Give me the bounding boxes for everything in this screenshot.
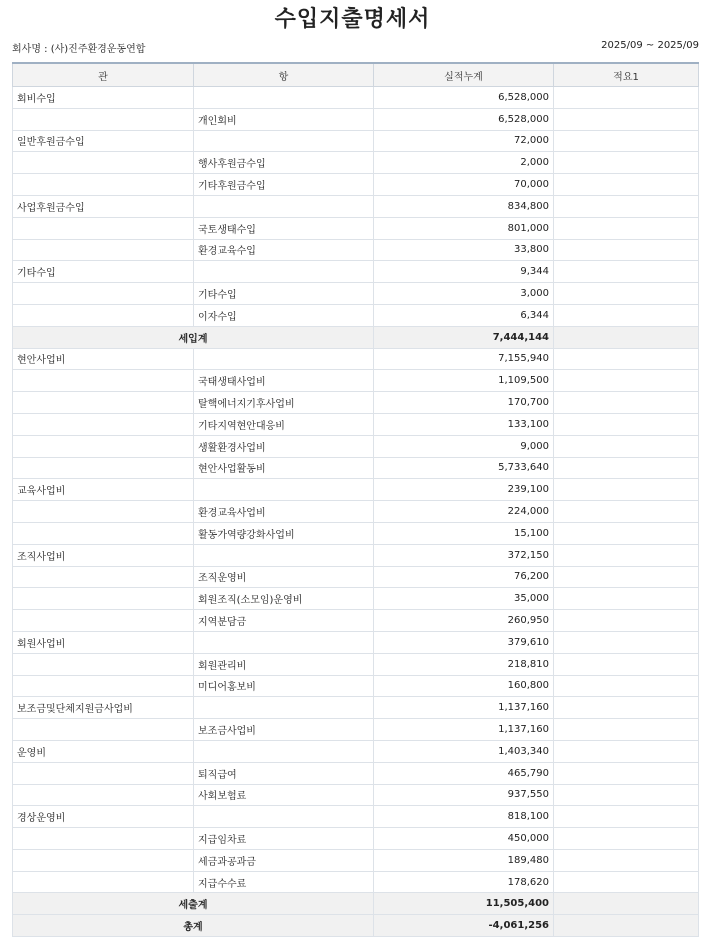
cumulative-amount: 1,109,500 bbox=[374, 370, 554, 392]
hang-row[interactable] bbox=[13, 174, 699, 196]
cumulative-amount: 450,000 bbox=[374, 828, 554, 850]
hang-cell bbox=[194, 195, 374, 217]
gwan-row[interactable] bbox=[13, 806, 699, 828]
hang-row[interactable] bbox=[13, 501, 699, 523]
column-header-hang[interactable]: 항 bbox=[194, 63, 374, 87]
hang-row[interactable] bbox=[13, 653, 699, 675]
hang-row[interactable] bbox=[13, 457, 699, 479]
hang-row[interactable] bbox=[13, 784, 699, 806]
gwan-cell bbox=[13, 108, 194, 130]
hang-cell: 국토생태수입 bbox=[194, 217, 374, 239]
cumulative-amount: 35,000 bbox=[374, 588, 554, 610]
hang-cell: 이자수입 bbox=[194, 304, 374, 326]
remark-cell bbox=[554, 544, 699, 566]
cumulative-amount: 818,100 bbox=[374, 806, 554, 828]
gwan-row[interactable] bbox=[13, 130, 699, 152]
hang-row[interactable] bbox=[13, 849, 699, 871]
cumulative-amount: 218,810 bbox=[374, 653, 554, 675]
total-label: 세입계 bbox=[13, 326, 374, 348]
statement-table bbox=[12, 62, 699, 937]
gwan-cell bbox=[13, 871, 194, 893]
gwan-row[interactable] bbox=[13, 87, 699, 109]
remark-cell bbox=[554, 304, 699, 326]
total-label: 총계 bbox=[13, 915, 374, 937]
hang-cell: 활동가역량강화사업비 bbox=[194, 522, 374, 544]
hang-cell: 환경교육수입 bbox=[194, 239, 374, 261]
remark-cell bbox=[554, 457, 699, 479]
hang-cell: 사회보험료 bbox=[194, 784, 374, 806]
gwan-cell: 일반후원금수입 bbox=[13, 130, 194, 152]
remark-cell bbox=[554, 784, 699, 806]
cumulative-amount: 372,150 bbox=[374, 544, 554, 566]
remark-cell bbox=[554, 392, 699, 414]
hang-cell bbox=[194, 697, 374, 719]
remark-cell bbox=[554, 762, 699, 784]
cumulative-amount: 1,137,160 bbox=[374, 697, 554, 719]
hang-cell bbox=[194, 130, 374, 152]
gwan-row[interactable] bbox=[13, 261, 699, 283]
cumulative-amount: 239,100 bbox=[374, 479, 554, 501]
cumulative-amount: 379,610 bbox=[374, 631, 554, 653]
remark-cell bbox=[554, 501, 699, 523]
remark-cell bbox=[554, 893, 699, 915]
cumulative-amount: 9,344 bbox=[374, 261, 554, 283]
gwan-cell: 사업후원금수입 bbox=[13, 195, 194, 217]
cumulative-amount: -4,061,256 bbox=[374, 915, 554, 937]
cumulative-amount: 2,000 bbox=[374, 152, 554, 174]
cumulative-amount: 260,950 bbox=[374, 610, 554, 632]
remark-cell bbox=[554, 326, 699, 348]
remark-cell bbox=[554, 871, 699, 893]
gwan-cell bbox=[13, 784, 194, 806]
cumulative-amount: 7,444,144 bbox=[374, 326, 554, 348]
hang-row[interactable] bbox=[13, 871, 699, 893]
hang-cell bbox=[194, 348, 374, 370]
cumulative-amount: 834,800 bbox=[374, 195, 554, 217]
hang-row[interactable] bbox=[13, 566, 699, 588]
hang-cell: 미디어홍보비 bbox=[194, 675, 374, 697]
hang-row[interactable] bbox=[13, 522, 699, 544]
hang-cell bbox=[194, 544, 374, 566]
gwan-cell bbox=[13, 719, 194, 741]
cumulative-amount: 178,620 bbox=[374, 871, 554, 893]
remark-cell bbox=[554, 87, 699, 109]
gwan-cell: 보조금및단체지원금사업비 bbox=[13, 697, 194, 719]
hang-cell bbox=[194, 87, 374, 109]
remark-cell bbox=[554, 348, 699, 370]
gwan-cell bbox=[13, 239, 194, 261]
gwan-row[interactable] bbox=[13, 697, 699, 719]
hang-row[interactable] bbox=[13, 588, 699, 610]
cumulative-amount: 6,344 bbox=[374, 304, 554, 326]
remark-cell bbox=[554, 849, 699, 871]
remark-cell bbox=[554, 566, 699, 588]
gwan-cell bbox=[13, 522, 194, 544]
remark-cell bbox=[554, 588, 699, 610]
gwan-cell bbox=[13, 849, 194, 871]
cumulative-amount: 76,200 bbox=[374, 566, 554, 588]
hang-cell: 조직운영비 bbox=[194, 566, 374, 588]
hang-cell: 기타수입 bbox=[194, 283, 374, 305]
remark-cell bbox=[554, 413, 699, 435]
remark-cell bbox=[554, 130, 699, 152]
hang-row[interactable] bbox=[13, 675, 699, 697]
gwan-cell: 현안사업비 bbox=[13, 348, 194, 370]
cumulative-amount: 72,000 bbox=[374, 130, 554, 152]
remark-cell bbox=[554, 806, 699, 828]
hang-cell bbox=[194, 479, 374, 501]
hang-row[interactable] bbox=[13, 108, 699, 130]
total-row[interactable] bbox=[13, 326, 699, 348]
gwan-cell bbox=[13, 653, 194, 675]
page-title: 수입지출명세서 bbox=[274, 7, 431, 32]
hang-cell: 퇴직급여 bbox=[194, 762, 374, 784]
gwan-cell bbox=[13, 610, 194, 632]
remark-cell bbox=[554, 195, 699, 217]
gwan-cell bbox=[13, 675, 194, 697]
remark-cell bbox=[554, 631, 699, 653]
column-header-cumulative[interactable]: 실적누계 bbox=[374, 63, 554, 87]
remark-cell bbox=[554, 261, 699, 283]
hang-cell: 탈핵에너지기후사업비 bbox=[194, 392, 374, 414]
hang-row[interactable] bbox=[13, 239, 699, 261]
cumulative-amount: 33,800 bbox=[374, 239, 554, 261]
column-header-remark[interactable]: 적요1 bbox=[554, 63, 699, 87]
statement-rows bbox=[13, 87, 699, 937]
gwan-cell bbox=[13, 501, 194, 523]
remark-cell bbox=[554, 108, 699, 130]
remark-cell bbox=[554, 522, 699, 544]
hang-cell: 환경교육사업비 bbox=[194, 501, 374, 523]
hang-row[interactable] bbox=[13, 217, 699, 239]
remark-cell bbox=[554, 217, 699, 239]
hang-cell: 회원관리비 bbox=[194, 653, 374, 675]
hang-row[interactable] bbox=[13, 304, 699, 326]
gwan-cell bbox=[13, 370, 194, 392]
cumulative-amount: 9,000 bbox=[374, 435, 554, 457]
hang-row[interactable] bbox=[13, 392, 699, 414]
cumulative-amount: 70,000 bbox=[374, 174, 554, 196]
remark-cell bbox=[554, 719, 699, 741]
total-row[interactable] bbox=[13, 893, 699, 915]
cumulative-amount: 1,137,160 bbox=[374, 719, 554, 741]
gwan-row[interactable] bbox=[13, 544, 699, 566]
cumulative-amount: 224,000 bbox=[374, 501, 554, 523]
hang-row[interactable] bbox=[13, 152, 699, 174]
hang-cell: 국태생태사업비 bbox=[194, 370, 374, 392]
gwan-cell bbox=[13, 174, 194, 196]
hang-cell: 지급수수료 bbox=[194, 871, 374, 893]
cumulative-amount: 11,505,400 bbox=[374, 893, 554, 915]
hang-cell: 기타후원금수입 bbox=[194, 174, 374, 196]
gwan-cell bbox=[13, 588, 194, 610]
gwan-cell: 조직사업비 bbox=[13, 544, 194, 566]
cumulative-amount: 170,700 bbox=[374, 392, 554, 414]
remark-cell bbox=[554, 479, 699, 501]
report-period: 2025/09 ~ 2025/09 bbox=[601, 40, 699, 51]
cumulative-amount: 6,528,000 bbox=[374, 87, 554, 109]
gwan-cell bbox=[13, 152, 194, 174]
hang-row[interactable] bbox=[13, 828, 699, 850]
hang-cell: 회원조직(소모임)운영비 bbox=[194, 588, 374, 610]
remark-cell bbox=[554, 828, 699, 850]
cumulative-amount: 1,403,340 bbox=[374, 740, 554, 762]
hang-row[interactable] bbox=[13, 610, 699, 632]
gwan-cell bbox=[13, 828, 194, 850]
remark-cell bbox=[554, 283, 699, 305]
remark-cell bbox=[554, 697, 699, 719]
gwan-cell bbox=[13, 392, 194, 414]
remark-cell bbox=[554, 370, 699, 392]
gwan-row[interactable] bbox=[13, 479, 699, 501]
hang-cell: 기타지역현안대응비 bbox=[194, 413, 374, 435]
remark-cell bbox=[554, 239, 699, 261]
hang-row[interactable] bbox=[13, 762, 699, 784]
cumulative-amount: 15,100 bbox=[374, 522, 554, 544]
hang-cell bbox=[194, 261, 374, 283]
hang-cell bbox=[194, 806, 374, 828]
gwan-cell: 기타수입 bbox=[13, 261, 194, 283]
gwan-cell bbox=[13, 457, 194, 479]
gwan-cell bbox=[13, 566, 194, 588]
remark-cell bbox=[554, 435, 699, 457]
cumulative-amount: 7,155,940 bbox=[374, 348, 554, 370]
gwan-cell bbox=[13, 304, 194, 326]
remark-cell bbox=[554, 915, 699, 937]
hang-row[interactable] bbox=[13, 413, 699, 435]
table-header-row bbox=[13, 63, 699, 87]
hang-cell bbox=[194, 740, 374, 762]
remark-cell bbox=[554, 152, 699, 174]
total-label: 세출계 bbox=[13, 893, 374, 915]
gwan-cell bbox=[13, 762, 194, 784]
column-header-gwan[interactable]: 관 bbox=[13, 63, 194, 87]
remark-cell bbox=[554, 740, 699, 762]
gwan-row[interactable] bbox=[13, 195, 699, 217]
hang-cell: 세금과공과금 bbox=[194, 849, 374, 871]
cumulative-amount: 3,000 bbox=[374, 283, 554, 305]
cumulative-amount: 801,000 bbox=[374, 217, 554, 239]
hang-row[interactable] bbox=[13, 283, 699, 305]
cumulative-amount: 937,550 bbox=[374, 784, 554, 806]
gwan-row[interactable] bbox=[13, 740, 699, 762]
hang-row[interactable] bbox=[13, 719, 699, 741]
gwan-cell: 교육사업비 bbox=[13, 479, 194, 501]
gwan-cell: 운영비 bbox=[13, 740, 194, 762]
cumulative-amount: 160,800 bbox=[374, 675, 554, 697]
gwan-cell bbox=[13, 283, 194, 305]
company-name: 회사명 : (사)진주환경운동연합 bbox=[12, 44, 146, 55]
gwan-cell: 경상운영비 bbox=[13, 806, 194, 828]
hang-cell: 행사후원금수입 bbox=[194, 152, 374, 174]
hang-cell: 현안사업활동비 bbox=[194, 457, 374, 479]
hang-cell: 생활환경사업비 bbox=[194, 435, 374, 457]
hang-row[interactable] bbox=[13, 435, 699, 457]
hang-cell: 개인회비 bbox=[194, 108, 374, 130]
cumulative-amount: 6,528,000 bbox=[374, 108, 554, 130]
hang-row[interactable] bbox=[13, 370, 699, 392]
hang-cell: 지역분담금 bbox=[194, 610, 374, 632]
cumulative-amount: 465,790 bbox=[374, 762, 554, 784]
cumulative-amount: 5,733,640 bbox=[374, 457, 554, 479]
gwan-cell bbox=[13, 413, 194, 435]
gwan-cell bbox=[13, 435, 194, 457]
hang-cell: 보조금사업비 bbox=[194, 719, 374, 741]
gwan-cell bbox=[13, 217, 194, 239]
gwan-cell: 회원사업비 bbox=[13, 631, 194, 653]
gwan-row[interactable] bbox=[13, 348, 699, 370]
remark-cell bbox=[554, 174, 699, 196]
hang-cell: 지급임차료 bbox=[194, 828, 374, 850]
remark-cell bbox=[554, 653, 699, 675]
report-meta bbox=[12, 36, 699, 58]
remark-cell bbox=[554, 675, 699, 697]
total-row[interactable] bbox=[13, 915, 699, 937]
hang-cell bbox=[194, 631, 374, 653]
cumulative-amount: 189,480 bbox=[374, 849, 554, 871]
remark-cell bbox=[554, 610, 699, 632]
cumulative-amount: 133,100 bbox=[374, 413, 554, 435]
gwan-cell: 회비수입 bbox=[13, 87, 194, 109]
gwan-row[interactable] bbox=[13, 631, 699, 653]
